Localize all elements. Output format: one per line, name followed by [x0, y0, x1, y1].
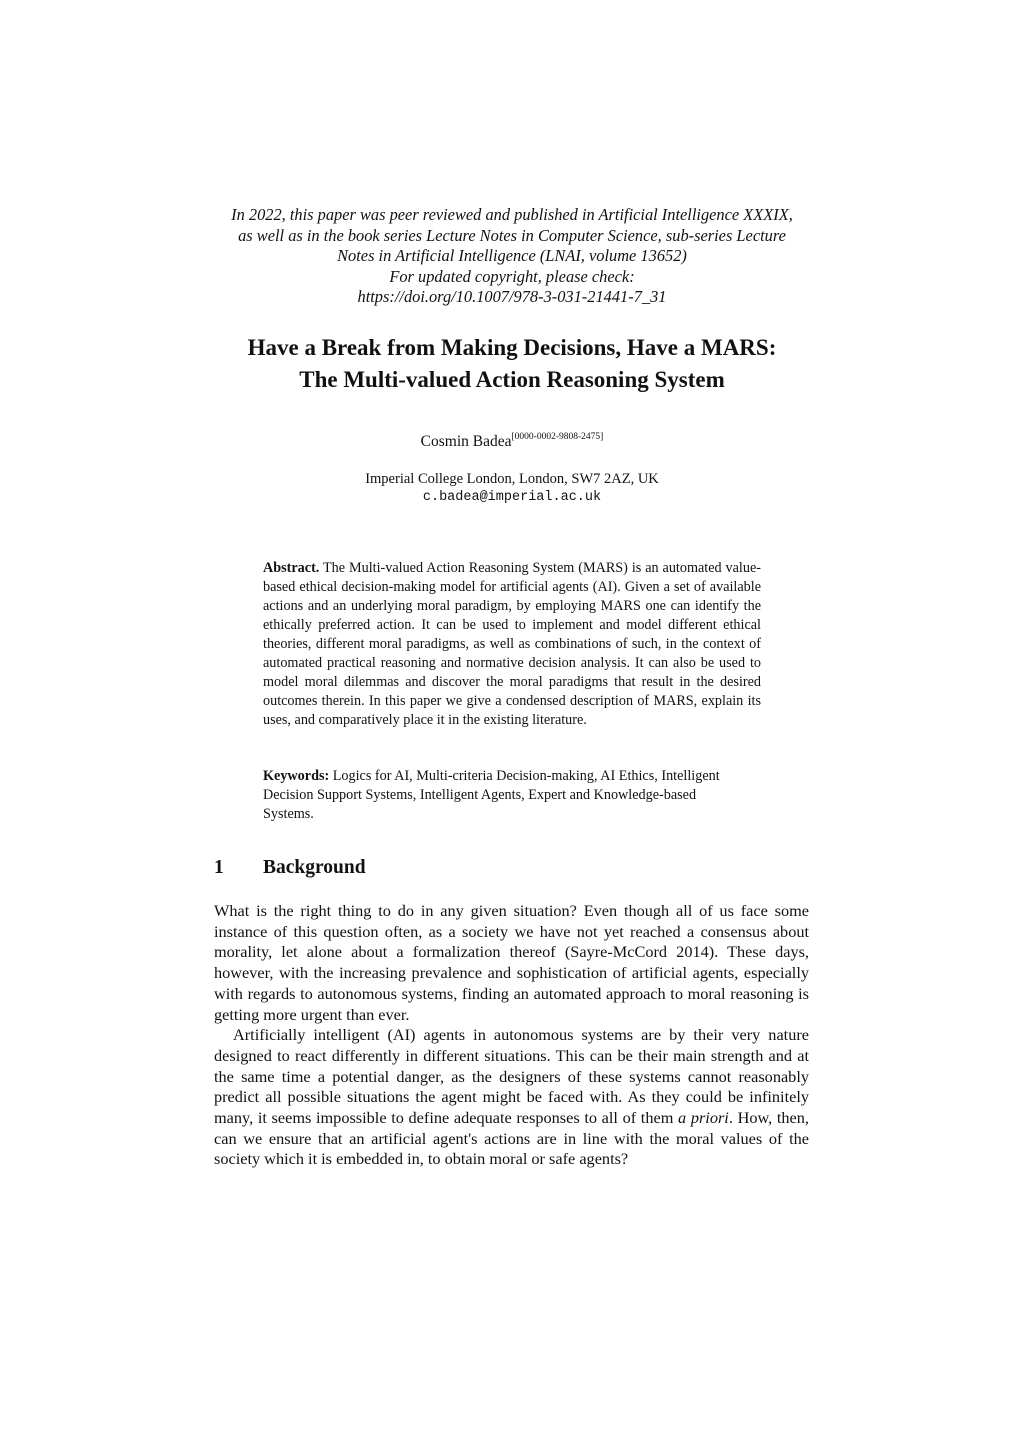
- orcid-id: [0000-0002-9808-2475]: [511, 432, 604, 442]
- keywords: [263, 767, 743, 824]
- abstract-text: The Multi-valued Action Reasoning System (MARS) is an automated value-based ethical decision-making model for artificial agents (AI). Given a set of available actions and an underlying moral paradigm, by employing MARS one can identify the ethically preferred action. It can be used to implement and model different ethical theories, different moral paradigms, as well as combinations of such, in the context of automated practical reasoning and normative decision analysis. It can also be used to model moral dilemmas and discover the moral paradigms that result in the desired outcomes therein. In this paper we give a condensed description of MARS, explain its uses, and comparatively place it in the existing literature.: [263, 560, 761, 728]
- section-body: [214, 901, 809, 1170]
- body-paragraph: What is the right thing to do in any given situation? Even though all of us face some instance of this question often, as a society we have not yet reached a consensus about morality, let alone about a formalization thereof (Sayre-McCord 2014). These days, however, with the increasing prevalence and sophistication of artificial agents, especially with regards to autonomous systems, finding an automated approach to moral reasoning is getting more urgent than ever.: [214, 901, 809, 1024]
- body-text-span: Artificially intelligent (AI) agents in autonomous systems are by their very nature designed to react differently in different situations. This can be their main strength and at the same time a potential danger, as the designers of these systems cannot reasonably predict all possible situations the agent might be faced with. As they could be infinitely many, it seems impossible to define adequate responses to all of them: [214, 1025, 809, 1128]
- notice-line: Notes in Artificial Intelligence (LNAI, volume 13652): [337, 246, 687, 266]
- title-line: Have a Break from Making Decisions, Have a MARS:: [247, 335, 777, 360]
- title-line: The Multi-valued Action Reasoning System: [299, 366, 725, 392]
- abstract-label: Abstract.: [263, 560, 320, 576]
- section-heading: [214, 856, 366, 880]
- notice-line: as well as in the book series Lecture Notes in Computer Science, sub-series Lecture: [238, 225, 786, 245]
- author-email[interactable]: c.badea@imperial.ac.uk: [422, 489, 602, 505]
- section-number: 1: [214, 857, 224, 878]
- notice-line: For updated copyright, please check:: [389, 266, 635, 286]
- keywords-text: Logics for AI, Multi-criteria Decision-making, AI Ethics, Intelligent Decision Support Systems, Intelligent Agents, Expert and Knowledge-based Systems.: [263, 768, 720, 822]
- keywords-label: Keywords:: [263, 768, 330, 784]
- section-title: Background: [263, 857, 366, 878]
- abstract: [263, 559, 761, 730]
- author-line: [200, 432, 824, 452]
- body-italic-span: a priori: [678, 1108, 729, 1128]
- affiliation-block: [200, 470, 824, 507]
- body-paragraph: [214, 1025, 809, 1170]
- paper-title: [150, 332, 874, 395]
- affiliation-institution: Imperial College London, London, SW7 2AZ, UK: [365, 471, 659, 487]
- author-name: Cosmin Badea: [420, 433, 512, 450]
- notice-line: In 2022, this paper was peer reviewed and published in Artificial Intelligence XXXIX,: [231, 205, 793, 224]
- body-text-span: . How, then, can we ensure that an artificial agent's actions are in line with the moral values of the society which it is embedded in, to obtain moral or safe agents?: [214, 1108, 809, 1169]
- doi-link[interactable]: https://doi.org/10.1007/978-3-031-21441-7_31: [357, 287, 667, 307]
- publication-notice: [200, 205, 824, 308]
